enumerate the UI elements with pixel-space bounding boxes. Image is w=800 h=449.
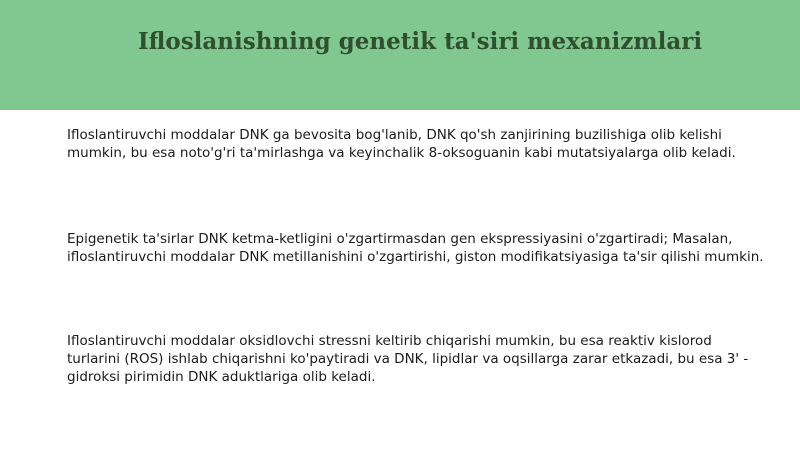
title-banner xyxy=(0,0,800,110)
paragraph-oxidative-stress: Ifloslantiruvchi moddalar oksidlovchi stressni keltirib chiqarishi mumkin, bu esa reaktiv kislorod turlarini (ROS) ishlab chiqarishni ko'paytiradi va DNK, lipidlar va oqsillarga zarar etkazadi, bu esa 3' - gidroksi pirimidin DNK aduktlariga olib keladi. xyxy=(67,333,749,385)
paragraph-epigenetic-effects: Epigenetik ta'sirlar DNK ketma-ketligini o'zgartirmasdan gen ekspressiyasini o'zgartiradi; Masalan, ifloslantiruvchi moddalar DNK metillanishini o'zgartirishi, giston modifikatsiyasiga ta'sir qilishi mumkin. xyxy=(67,231,764,265)
paragraph-dna-damage: Ifloslantiruvchi moddalar DNK ga bevosita bog'lanib, DNK qo'sh zanjirining buzilishiga olib kelishi mumkin, bu esa noto'g'ri ta'mirlashga va keyinchalik 8-oksoguanin kabi mutatsiyalarga olib keladi. xyxy=(67,127,736,161)
page-title: Ifloslanishning genetik ta'siri mexanizmlari xyxy=(137,28,703,55)
